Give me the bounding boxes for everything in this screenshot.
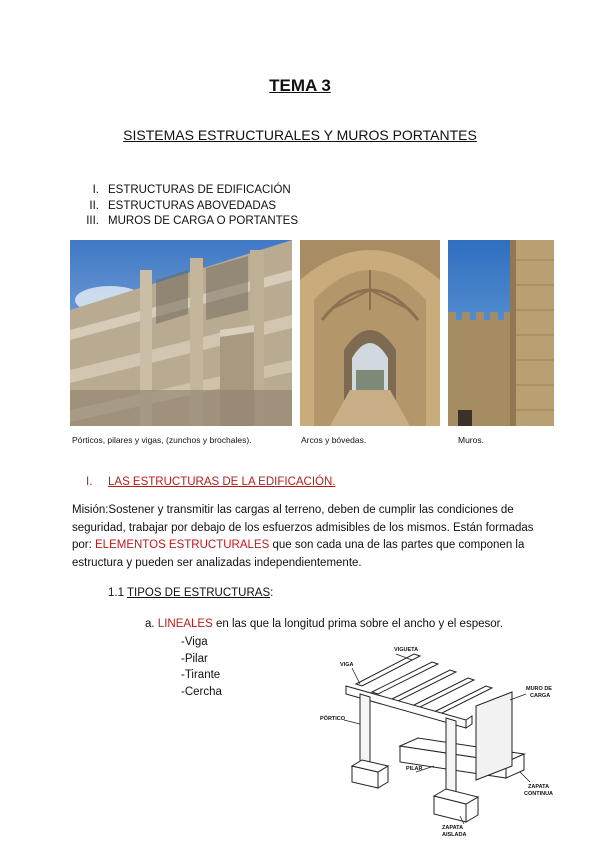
toc-item: III. MUROS DE CARGA O PORTANTES bbox=[86, 215, 298, 227]
porticos-photo bbox=[70, 240, 292, 426]
structure-diagram bbox=[316, 642, 566, 838]
mision-paragraph: Misión:Sostener y transmitir las cargas al terreno, deben de cumplir las condiciones de seguridad, trabajar por debajo de los esfuerzos admisibles de los mismos. Están formadas por: ELEMENTOS ESTRUCTURALES que son cada una de las partes que componen la estructura y pueden ser analizadas independientemente. bbox=[72, 504, 534, 569]
label-muro: MURO DE bbox=[526, 686, 552, 692]
table-of-contents bbox=[78, 183, 298, 230]
label-pilar: PILAR bbox=[406, 766, 423, 772]
caption-porticos: Pórticos, pilares y vigas, (zunchos y brochales). bbox=[72, 435, 252, 445]
lineales-list bbox=[181, 634, 222, 700]
caption-arcos: Arcos y bóvedas. bbox=[301, 435, 367, 445]
label-portico: PÓRTICO bbox=[320, 716, 346, 722]
label-zapata-aislada: ZAPATA bbox=[442, 825, 464, 831]
label-zapata-continua-2: CONTINUA bbox=[524, 791, 554, 797]
toc-item: I. ESTRUCTURAS DE EDIFICACIÓN bbox=[92, 184, 291, 196]
lineales-item: a. LINEALES en las que la longitud prima sobre el ancho y el espesor. bbox=[145, 618, 504, 630]
list-item: -Pilar bbox=[181, 652, 208, 665]
subsection-heading: 1.1 TIPOS DE ESTRUCTURAS: bbox=[108, 587, 274, 599]
toc-item: II. ESTRUCTURAS ABOVEDADAS bbox=[89, 199, 277, 212]
arcos-photo bbox=[300, 240, 440, 426]
label-muro-2: CARGA bbox=[530, 693, 551, 699]
muros-photo bbox=[448, 240, 554, 426]
list-item: -Viga bbox=[181, 636, 208, 648]
label-zapata-aislada-2: AISLADA bbox=[442, 832, 467, 838]
label-vigueta: VIGUETA bbox=[394, 647, 419, 653]
caption-muros: Muros. bbox=[458, 435, 484, 445]
list-item: -Tirante bbox=[181, 669, 221, 681]
label-viga: VIGA bbox=[340, 662, 354, 668]
elementos-estructurales-highlight: ELEMENTOS ESTRUCTURALES bbox=[95, 539, 270, 551]
label-zapata-continua: ZAPATA bbox=[528, 784, 550, 790]
page-title: TEMA 3 bbox=[269, 76, 331, 95]
list-item: -Cercha bbox=[181, 685, 222, 698]
page-subtitle: SISTEMAS ESTRUCTURALES Y MUROS PORTANTES bbox=[123, 127, 477, 143]
section-heading: I. LAS ESTRUCTURAS DE LA EDIFICACIÓN. bbox=[86, 476, 336, 488]
